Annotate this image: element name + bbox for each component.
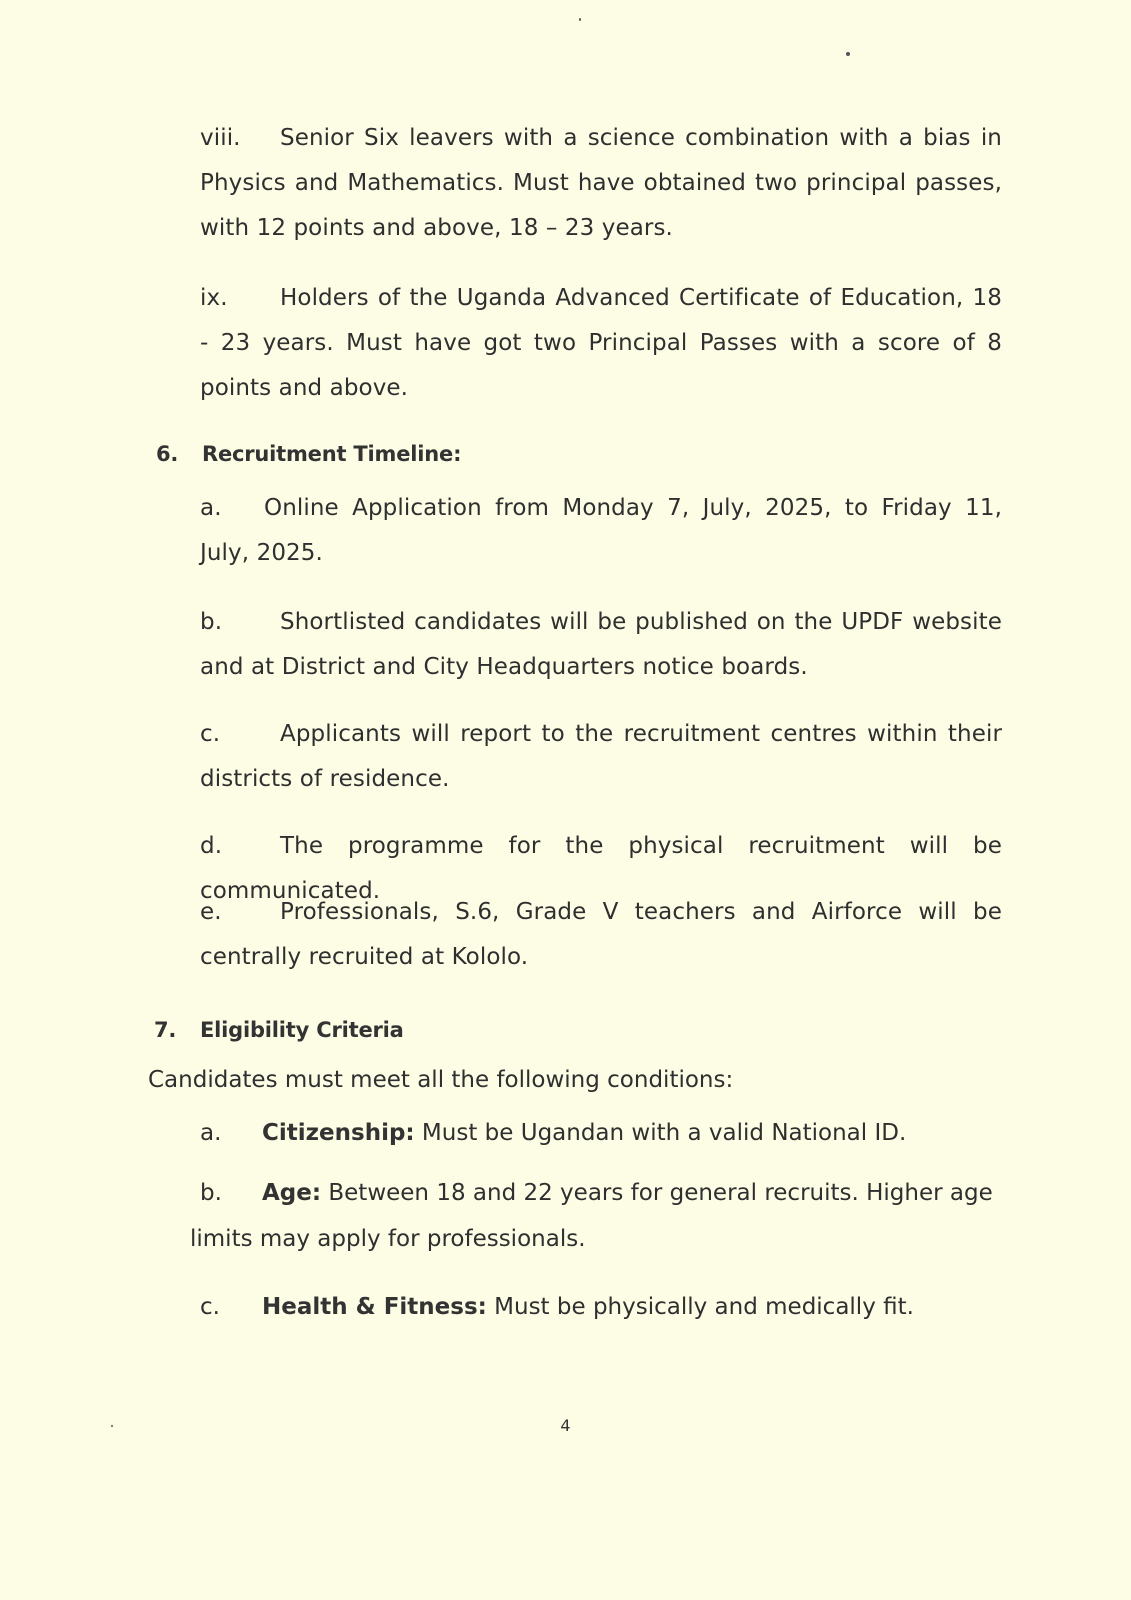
section-number: 6. xyxy=(156,442,179,466)
list-marker: b. xyxy=(200,609,223,635)
criteria-label: Age: xyxy=(262,1180,322,1206)
list-item-text: Senior Six leavers with a science combination with a bias in Physics and Mathematics. Must have obtained two principal passes, with 12 points and above, 18 – 23 years. xyxy=(200,125,1002,241)
criteria-text: Must be Ugandan with a valid National ID. xyxy=(414,1120,907,1146)
list-marker: e. xyxy=(200,899,222,925)
timeline-item-c xyxy=(200,712,1002,802)
list-item-text: Holders of the Uganda Advanced Certificate of Education, 18 - 23 years. Must have got two Principal Passes with a score of 8 points and above. xyxy=(200,285,1002,401)
scan-speck xyxy=(846,52,850,56)
eligibility-intro: Candidates must meet all the following conditions: xyxy=(148,1067,734,1093)
list-marker: a. xyxy=(200,1120,222,1146)
list-item-viii xyxy=(200,116,1002,251)
criteria-text: Between 18 and 22 years for general recruits. Higher age limits may apply for professionals. xyxy=(190,1180,993,1252)
list-marker: d. xyxy=(200,833,223,859)
section-heading-recruitment-timeline xyxy=(156,442,461,466)
criteria-text: Must be physically and medically fit. xyxy=(486,1294,914,1320)
timeline-item-e xyxy=(200,890,1002,980)
section-heading-eligibility-criteria xyxy=(154,1018,404,1042)
criteria-item-health-fitness xyxy=(200,1284,1000,1330)
scan-speck xyxy=(579,18,581,21)
list-marker: viii. xyxy=(200,125,241,151)
list-item-text: Applicants will report to the recruitment centres within their districts of residence. xyxy=(200,721,1002,792)
timeline-item-b xyxy=(200,600,1002,690)
list-item-text: Shortlisted candidates will be published on the UPDF website and at District and City Headquarters notice boards. xyxy=(200,609,1002,680)
list-item-text: Professionals, S.6, Grade V teachers and Airforce will be centrally recruited at Kololo. xyxy=(200,899,1002,970)
section-number: 7. xyxy=(154,1018,177,1042)
timeline-item-a xyxy=(200,486,1002,576)
list-item-text: The programme for the physical recruitment will be communicated. xyxy=(200,833,1002,904)
section-title: Eligibility Criteria xyxy=(200,1018,404,1042)
list-marker: ix. xyxy=(200,285,228,311)
list-marker: b. xyxy=(200,1180,222,1206)
list-marker: c. xyxy=(200,1294,220,1320)
list-item-text: Online Application from Monday 7, July, 2025, to Friday 11, July, 2025. xyxy=(200,495,1002,566)
page-number: 4 xyxy=(560,1416,571,1435)
criteria-item-citizenship xyxy=(200,1110,1000,1156)
list-item-ix xyxy=(200,276,1002,411)
list-marker: a. xyxy=(200,495,222,521)
criteria-label: Health & Fitness: xyxy=(262,1294,487,1320)
list-marker: c. xyxy=(200,721,221,747)
section-title: Recruitment Timeline: xyxy=(202,442,462,466)
criteria-item-age xyxy=(190,1170,1002,1262)
criteria-label: Citizenship: xyxy=(262,1120,415,1146)
